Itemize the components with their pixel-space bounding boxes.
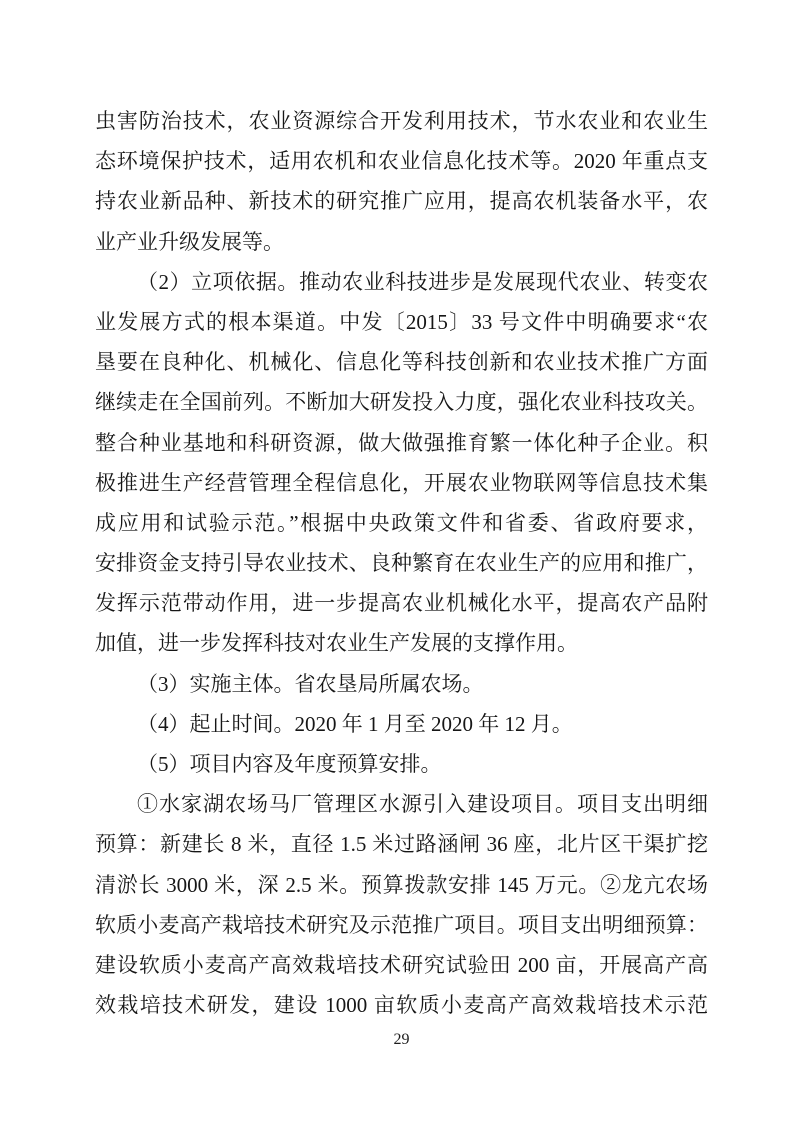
- text-line: 继续走在全国前列。不断加大研发投入力度，强化农业科技攻关。: [95, 390, 708, 415]
- text-line: 清淤长 3000 米，深 2.5 米。预算拨款安排 145 万元。②龙亢农场: [95, 872, 708, 897]
- text-line: 态环境保护技术，适用农机和农业信息化技术等。2020 年重点支: [95, 149, 708, 174]
- text-line: 垦要在良种化、机械化、信息化等科技创新和农业技术推广方面: [95, 350, 708, 375]
- text-line: 虫害防治技术，农业资源综合开发利用技术，节水农业和农业生: [95, 109, 708, 133]
- text-line: 建设软质小麦高产高效栽培技术研究试验田 200 亩，开展高产高: [95, 952, 708, 977]
- text-line: 发挥示范带动作用，进一步提高农业机械化水平，提高农产品附: [95, 591, 708, 616]
- page-number: 29: [393, 1031, 410, 1048]
- text-line: 成应用和试验示范。”根据中央政策文件和省委、省政府要求，: [95, 510, 708, 535]
- text-line: （3）实施主体。省农垦局所属农场。: [137, 671, 484, 696]
- text-line: 整合种业基地和科研资源，做大做强推育繁一体化种子企业。积: [95, 430, 708, 455]
- text-line: 预算：新建长 8 米，直径 1.5 米过路涵闸 36 座，北片区干渠扩挖: [95, 832, 708, 857]
- text-line: （5）项目内容及年度预算安排。: [137, 752, 442, 776]
- document-body: [95, 101, 708, 1025]
- text-line: （2）立项依据。推动农业科技进步是发展现代农业、转变农: [137, 269, 708, 294]
- text-line: （4）起止时间。2020 年 1 月至 2020 年 12 月。: [137, 711, 573, 736]
- text-line: 极推进生产经营管理全程信息化，开展农业物联网等信息技术集: [95, 470, 708, 495]
- text-line: ①水家湖农场马厂管理区水源引入建设项目。项目支出明细: [137, 792, 708, 817]
- text-line: 加值，进一步发挥科技对农业生产发展的支撑作用。: [95, 631, 578, 656]
- text-line: 业发展方式的根本渠道。中发〔2015〕33 号文件中明确要求“农: [95, 309, 708, 334]
- text-line: 效栽培技术研发，建设 1000 亩软质小麦高产高效栽培技术示范: [95, 993, 708, 1018]
- text-line: 持农业新品种、新技术的研究推广应用，提高农机装备水平，农: [95, 189, 708, 214]
- text-line: 软质小麦高产栽培技术研究及示范推广项目。项目支出明细预算：: [95, 912, 708, 937]
- text-line: 业产业升级发展等。: [95, 229, 284, 254]
- text-line: 安排资金支持引导农业技术、良种繁育在农业生产的应用和推广，: [95, 551, 708, 576]
